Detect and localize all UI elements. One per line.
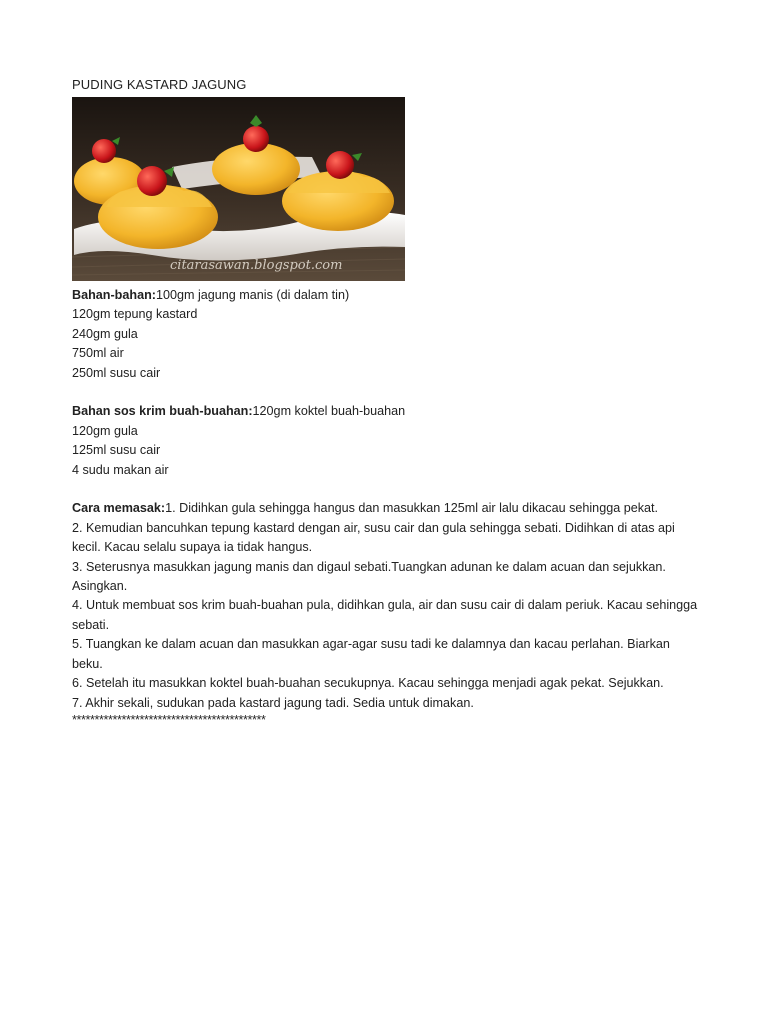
method-step: 3. Seterusnya masukkan jagung manis dan digaul sebati.Tuangkan adunan ke dalam acuan dan sejukkan. Asingkan. [72,559,666,594]
separator: ******************************************* [72,712,266,727]
sauce-item: 125ml susu cair [72,443,161,458]
photo-watermark: citarasawan.blogspot.com [170,258,343,273]
method-step: 1. Didihkan gula sehingga hangus dan masukkan 125ml air lalu dikacau sehingga pekat. [165,501,659,516]
method-step: 2. Kemudian bancuhkan tepung kastard dengan air, susu cair dan gula sehingga sebati. Didihkan di atas api kecil. Kacau selalu supaya ia tidak hangus. [72,520,675,555]
spacer [72,383,702,402]
ingredient-item: 120gm tepung kastard [72,307,198,322]
spacer [72,480,702,499]
sauce-heading: Bahan sos krim buah-buahan: [72,404,253,419]
method-step: 4. Untuk membuat sos krim buah-buahan pula, didihkan gula, air dan susu cair di dalam periuk. Kacau sehingga sebati. [72,598,698,632]
sauce-item: 4 sudu makan air [72,462,169,477]
ingredient-item: 750ml air [72,346,124,361]
sauce-item: 120gm gula [72,423,138,438]
method-heading: Cara memasak: [72,501,166,516]
method-step: 7. Akhir sekali, sudukan pada kastard jagung tadi. Sedia untuk dimakan. [72,695,474,710]
ingredient-item: 240gm gula [72,326,138,341]
method-step: 5. Tuangkan ke dalam acuan dan masukkan agar-agar susu tadi ke dalamnya dan kacau perlahan. Biarkan beku. [72,637,670,671]
ingredient-item: 250ml susu cair [72,365,161,380]
ingredients-line [72,286,702,305]
ingredient-item: 100gm jagung manis (di dalam tin) [155,288,350,302]
ingredients-heading: Bahan-bahan: [72,288,156,302]
recipe-title: PUDING KASTARD JAGUNG [72,77,247,92]
method-line [72,499,702,518]
sauce-line [72,402,702,421]
pudding-photo [72,97,405,281]
sauce-item: 120gm koktel buah-buahan [252,404,406,419]
document-page [72,76,702,727]
method-step: 6. Setelah itu masukkan koktel buah-buahan secukupnya. Kacau sehingga menjadi agak pekat. Sejukkan. [72,676,664,691]
